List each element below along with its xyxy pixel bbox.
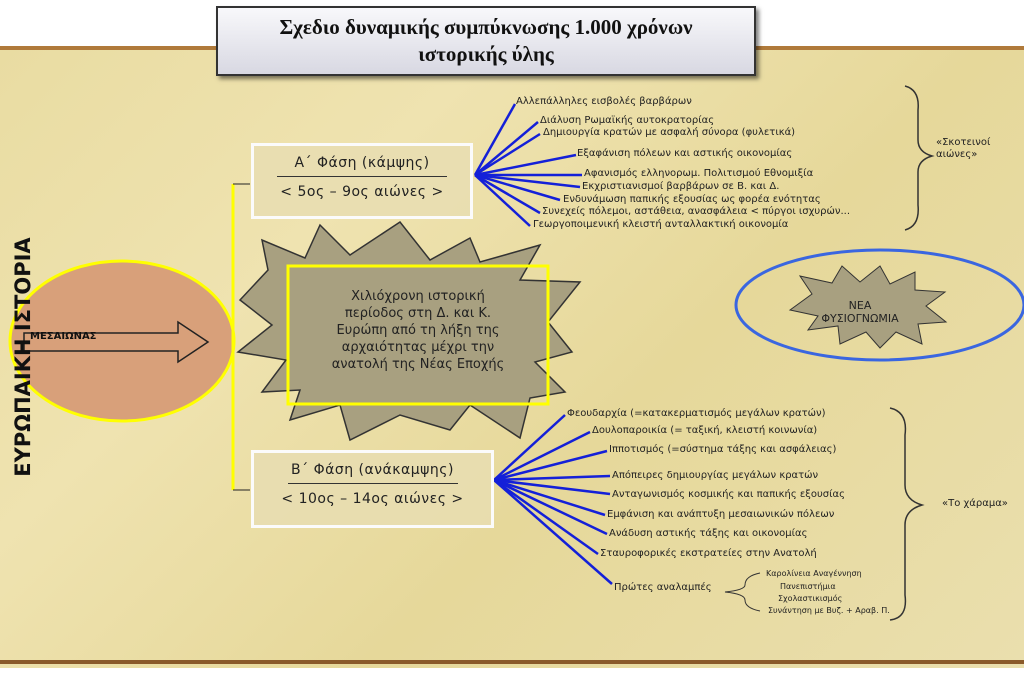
side-title: ΕΥΡΩΠΑΙΚΗ ΙΣΤΟΡΙΑ — [11, 237, 35, 477]
phase-b-sub-item: Πανεπιστήμια — [780, 582, 836, 591]
phase-b-item: Ανταγωνισμός κοσμικής και παπικής εξουσίας — [612, 489, 845, 500]
phase-a-item: Διάλυση Ρωμαϊκής αυτοκρατορίας — [540, 115, 715, 126]
center-line: Χιλιόχρονη ιστορική — [351, 289, 485, 304]
phase-b-sub-item: Καρολίνεια Αναγέννηση — [766, 569, 862, 578]
phase-b-item: Φεουδαρχία (=κατακερματισμός μεγάλων κρατών) — [567, 408, 826, 419]
phase-b-item: Σταυροφορικές εκστρατείες στην Ανατολή — [600, 548, 817, 559]
phase-b-quote: «Το χάραμα» — [942, 498, 1008, 509]
phase-b-rule — [288, 483, 458, 484]
phase-b-item: Ανάδυση αστικής τάξης και οικονομίας — [609, 528, 808, 539]
phase-a-item: Δημιουργία κρατών με ασφαλή σύνορα (φυλετικά) — [543, 127, 796, 138]
new-face-label — [800, 299, 920, 325]
center-line: περίοδος στη Δ. και Κ. — [344, 306, 492, 321]
center-line: Ευρώπη από τη λήξη της — [336, 323, 500, 338]
phase-a-item: Αφανισμός ελληνορωμ. Πολιτισμού Εθνομιξία — [584, 168, 814, 179]
phase-a-quote-line: «Σκοτεινοί — [936, 137, 991, 148]
phase-b-title: Β΄ Φάση (ανάκαμψης) — [291, 462, 454, 478]
center-description — [290, 268, 546, 402]
phase-a-item: Εκχριστιανισμοί βαρβάρων σε Β. και Δ. — [582, 181, 780, 192]
phase-b-dates: < 10ος – 14ος αιώνες > — [281, 491, 464, 507]
phase-b-item: Δουλοπαροικία (= ταξική, κλειστή κοινωνία) — [592, 425, 818, 436]
phase-b-brace — [890, 408, 922, 620]
first-glimmers-brace — [725, 573, 760, 611]
new-face-line: ΦΥΣΙΟΓΝΩΜΙΑ — [821, 312, 899, 325]
title-line-2: ιστορικής ύλης — [418, 42, 554, 66]
phase-a-brace — [905, 86, 932, 230]
phase-a-item: Εξαφάνιση πόλεων και αστικής οικονομίας — [577, 148, 793, 159]
phase-b-item: Ιπποτισμός (=σύστημα τάξης και ασφάλειας) — [609, 444, 837, 455]
phase-a-quote-line: αιώνες» — [936, 149, 978, 160]
phase-b-item: Πρώτες αναλαμπές — [614, 582, 712, 593]
phase-b-item: Απόπειρες δημιουργίας μεγάλων κρατών — [612, 470, 819, 481]
phase-a-item: Αλλεπάλληλες εισβολές βαρβάρων — [516, 96, 692, 107]
phase-a-quote — [936, 137, 990, 161]
title-line-1: Σχεδιο δυναμικής συμπύκνωσης 1.000 χρόνων — [279, 15, 693, 39]
phase-a-item: Ενδυνάμωση παπικής εξουσίας ως φορέα ενότητας — [563, 194, 821, 205]
phase-b-sub-item: Συνάντηση με Βυζ. + Αραβ. Π. — [768, 606, 890, 615]
phase-b-box — [251, 450, 494, 528]
center-line: ανατολή της Νέας Εποχής — [331, 357, 505, 372]
phase-a-title: Α΄ Φάση (κάμψης) — [294, 155, 430, 171]
center-line: αρχαιότητας μέχρι την — [341, 340, 495, 355]
phase-a-dates: < 5ος – 9ος αιώνες > — [280, 184, 444, 200]
phase-a-item: Συνεχείς πόλεμοι, αστάθεια, ανασφάλεια < πύργοι ισχυρών... — [542, 206, 851, 217]
phase-a-item: Γεωργοποιμενική κλειστή ανταλλακτική οικονομία — [533, 219, 789, 230]
phase-b-item: Εμφάνιση και ανάπτυξη μεσαιωνικών πόλεων — [607, 509, 835, 520]
title-box — [216, 6, 756, 76]
start-label: ΜΕΣΑΙΩΝΑΣ — [30, 331, 97, 342]
new-face-line: ΝΕΑ — [848, 299, 872, 312]
phase-b-branch-lines — [494, 415, 612, 584]
phase-a-rule — [277, 176, 447, 177]
phase-a-box — [251, 143, 473, 219]
phase-b-sub-item: Σχολαστικισμός — [778, 594, 843, 603]
